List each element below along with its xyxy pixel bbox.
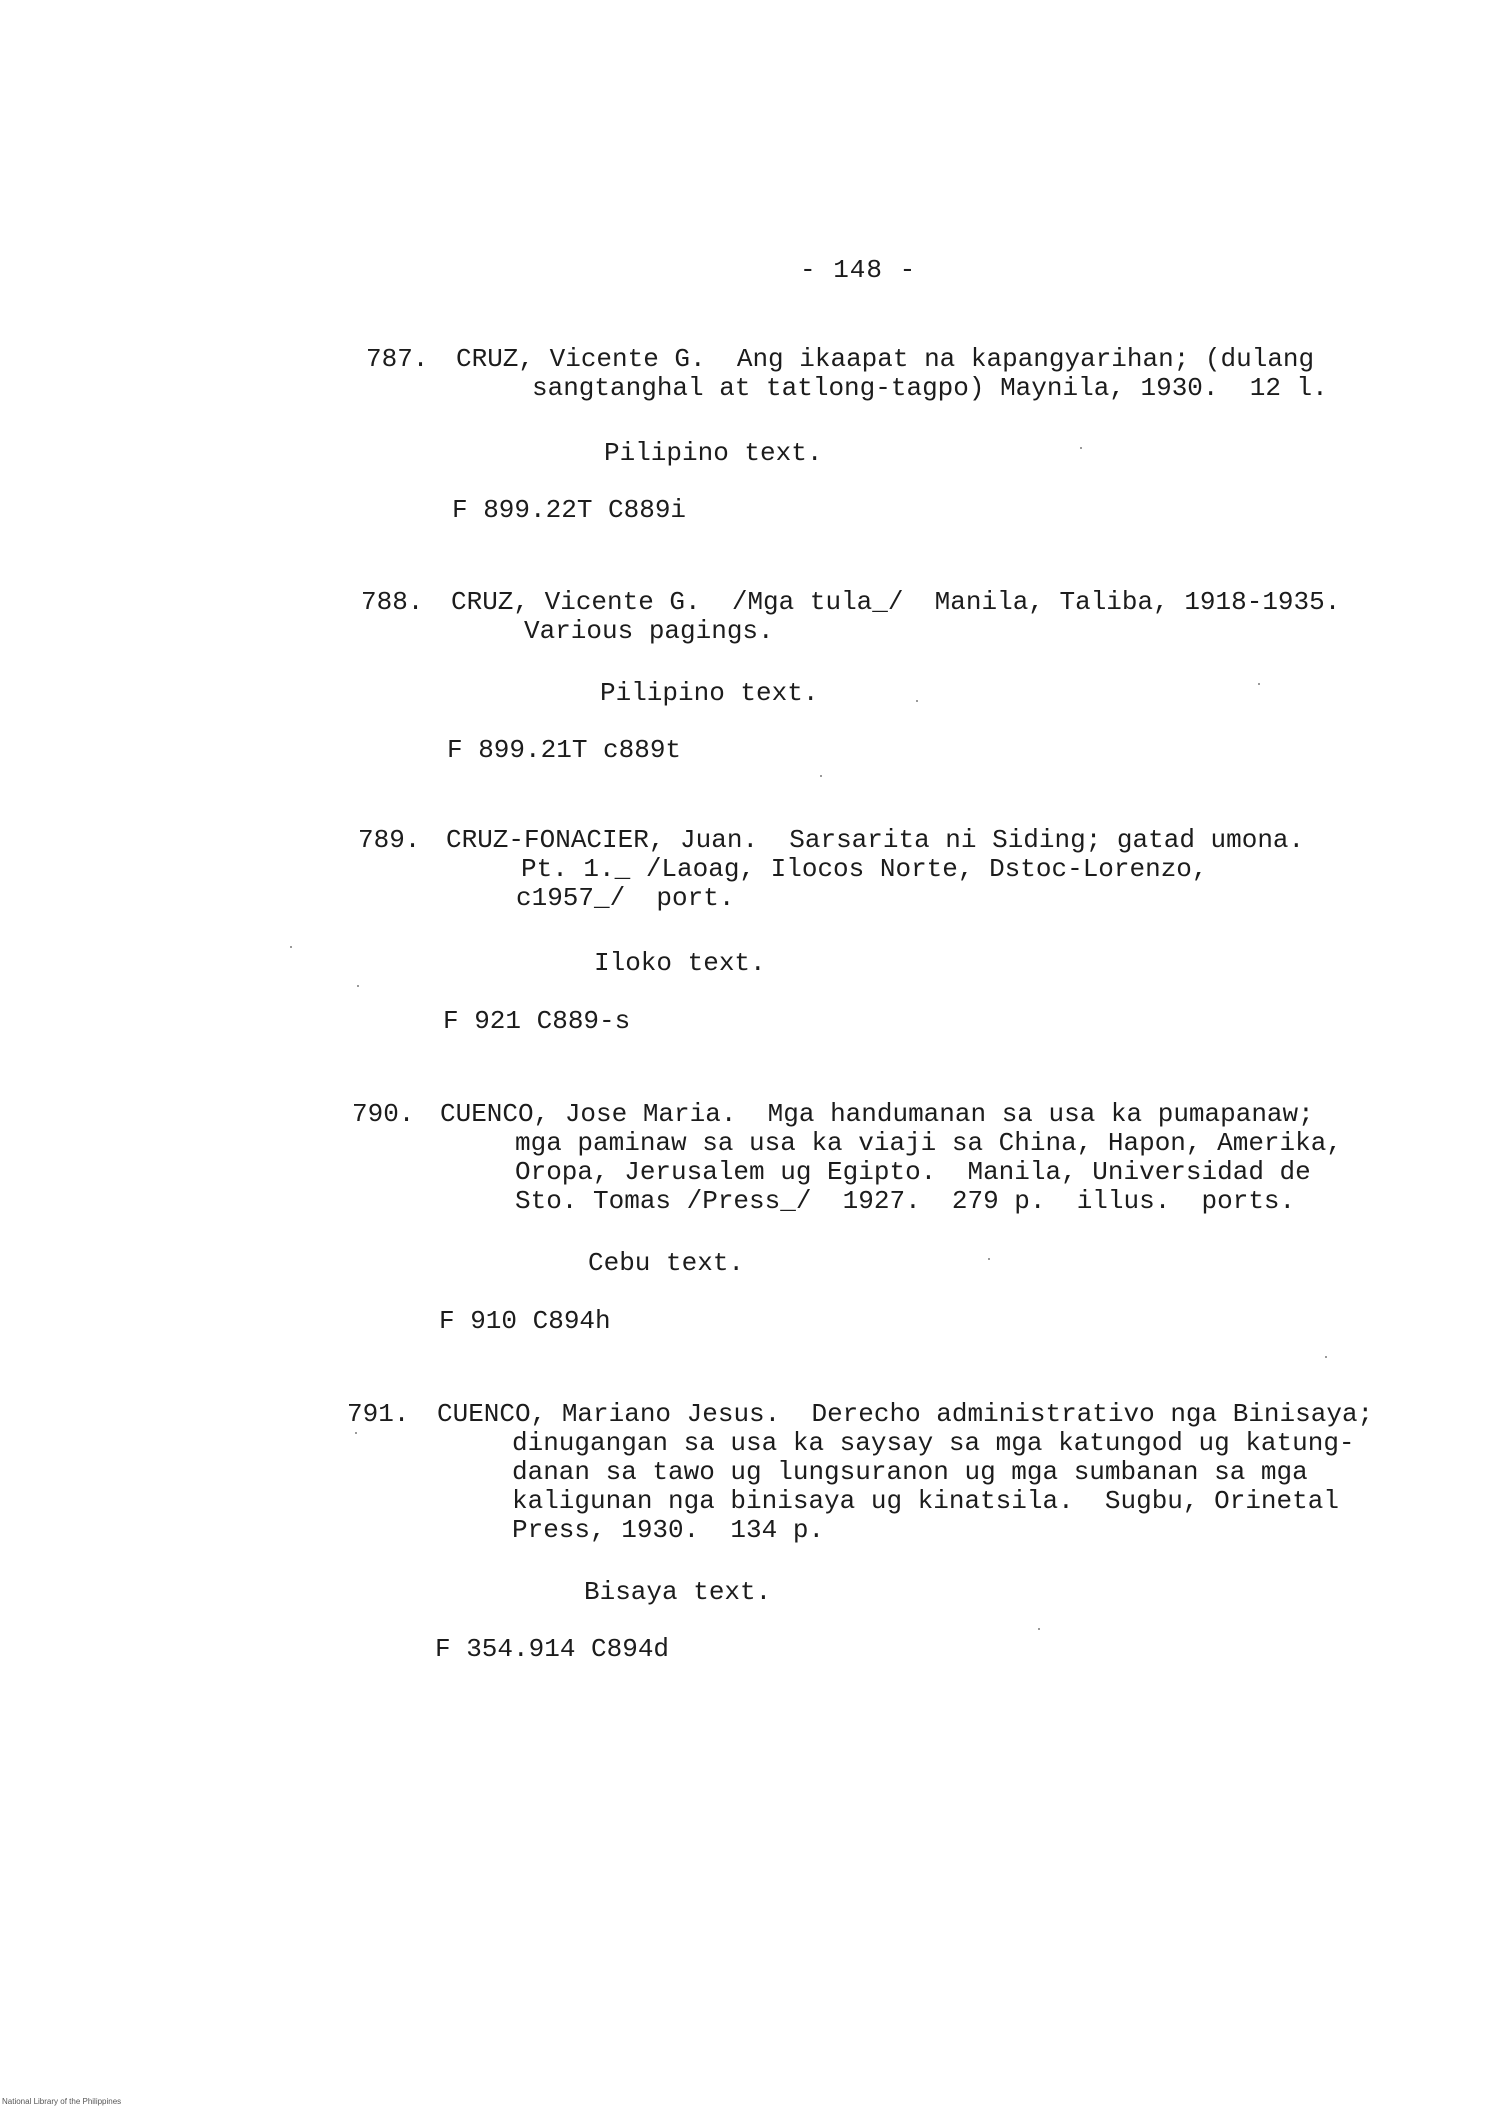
entry-line: dinugangan sa usa ka saysay sa mga katungod ug katung- (512, 1428, 1355, 1458)
call-number: F 899.22T C889i (452, 495, 687, 525)
scan-speck (357, 985, 359, 987)
scan-speck (1038, 1628, 1040, 1630)
entry-line: Press, 1930. 134 p. (512, 1515, 825, 1545)
language-note: Bisaya text. (584, 1577, 772, 1607)
entry-line: CUENCO, Jose Maria. Mga handumanan sa usa ka pumapanaw; (440, 1099, 1314, 1129)
scan-speck (820, 775, 822, 777)
entry-line: mga paminaw sa usa ka viaji sa China, Hapon, Amerika, (515, 1128, 1342, 1158)
entry-line: CRUZ, Vicente G. Ang ikaapat na kapangyarihan; (dulang (456, 344, 1315, 374)
entry-line: CRUZ-FONACIER, Juan. Sarsarita ni Siding; gatad umona. (446, 825, 1305, 855)
entry-line: Pt. 1._ /Laoag, Ilocos Norte, Dstoc-Lorenzo, (521, 854, 1208, 884)
call-number: F 921 C889-s (443, 1006, 631, 1036)
entry-number: 787. (366, 344, 429, 374)
entry-line: c1957_/ port. (516, 883, 735, 913)
call-number: F 354.914 C894d (435, 1634, 670, 1664)
language-note: Pilipino text. (604, 438, 823, 468)
scan-speck (1258, 683, 1260, 685)
entry-number: 788. (361, 587, 424, 617)
entry-line: kaligunan nga binisaya ug kinatsila. Sugbu, Orinetal (512, 1486, 1339, 1516)
scan-speck (1325, 1356, 1327, 1358)
call-number: F 910 C894h (439, 1306, 611, 1336)
entry-line: sangtanghal at tatlong-tagpo) Maynila, 1930. 12 l. (532, 373, 1328, 403)
entry-number: 791. (347, 1399, 410, 1429)
entry-line: CRUZ, Vicente G. /Mga tula_/ Manila, Taliba, 1918-1935. (451, 587, 1341, 617)
entry-line: danan sa tawo ug lungsuranon ug mga sumbanan sa mga (512, 1457, 1308, 1487)
scan-speck (355, 1432, 357, 1434)
entry-line: CUENCO, Mariano Jesus. Derecho administrativo nga Binisaya; (437, 1399, 1374, 1429)
scan-speck (290, 946, 292, 948)
language-note: Pilipino text. (600, 678, 819, 708)
entry-number: 790. (352, 1099, 415, 1129)
entry-line: Various pagings. (524, 616, 774, 646)
scan-speck (988, 1258, 990, 1260)
entry-number: 789. (358, 825, 421, 855)
scan-speck (1080, 447, 1082, 449)
entry-line: Sto. Tomas /Press_/ 1927. 279 p. illus. ports. (515, 1186, 1296, 1216)
scan-speck (916, 700, 918, 702)
footer-credit: National Library of the Philippines (2, 2097, 122, 2106)
call-number: F 899.21T c889t (447, 735, 682, 765)
language-note: Cebu text. (588, 1248, 745, 1278)
language-note: Iloko text. (594, 948, 766, 978)
page-number: - 148 - (800, 255, 917, 285)
entry-line: Oropa, Jerusalem ug Egipto. Manila, Universidad de (515, 1157, 1311, 1187)
